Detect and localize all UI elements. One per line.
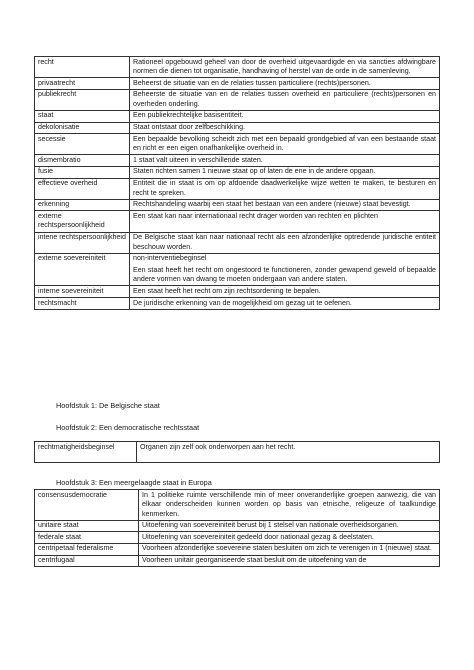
definition-cell: Rationeel opgebouwd geheel van door de overheid uitgevaardigde en via sancties afdwingbare normen die dienen tot organisatie, handhaving of herstel van de orde in de samenleving. <box>130 57 440 78</box>
table-row <box>35 532 440 544</box>
definition-subline: Een staat heeft het recht om ongestoord te functioneren, zonder gewapend geweld of bepaalde andere vormen van dwang te moeten ondergaan van andere staten. <box>133 265 436 284</box>
term-cell: interne soevereiniteit <box>35 286 130 298</box>
definition-cell: 1 staat valt uiteen in verschillende staten. <box>130 155 440 167</box>
table-row <box>35 232 440 253</box>
definition-cell: Staat ontstaat door zelfbeschikking. <box>130 122 440 134</box>
glossary-table-3 <box>34 489 440 567</box>
definition-cell: Een publiekrechtelijke basisentiteit. <box>130 110 440 122</box>
table-row <box>35 89 440 110</box>
term-cell: dekolonisatie <box>35 122 130 134</box>
definition-subline: non-interventiebeginsel <box>133 254 207 263</box>
table-row <box>35 253 440 286</box>
term-cell: centrifugaal <box>35 555 139 567</box>
term-cell: rechtmatigheidsbeginsel <box>35 442 137 463</box>
definition-cell: De juridische erkenning van de mogelijkheid om gezag uit te oefenen. <box>130 298 440 310</box>
table-row <box>35 57 440 78</box>
term-cell: externe soevereiniteit <box>35 253 130 286</box>
term-cell: intene rechtspersoonlijkheid <box>35 232 130 253</box>
term-cell: federale staat <box>35 532 139 544</box>
definition-cell: Staten richten samen 1 nieuwe staat op of laten de ene in de andere opgaan. <box>130 166 440 178</box>
table-row <box>35 122 440 134</box>
term-cell: rechtsmacht <box>35 298 130 310</box>
term-cell: privaatrecht <box>35 78 130 90</box>
definition-cell: Organen zijn zelf ook onderworpen aan het recht. <box>137 442 440 463</box>
table-row <box>35 199 440 211</box>
term-cell: secessie <box>35 134 130 155</box>
table-row <box>35 78 440 90</box>
table-row <box>35 134 440 155</box>
glossary-table-1 <box>34 56 440 310</box>
term-cell: externe rechtspersoonlijkheid <box>35 211 130 232</box>
definition-cell: De Belgische staat kan naar nationaal recht als een afzonderlijke optredende juridische entiteit beschouw worden. <box>130 232 440 253</box>
definition-cell: Entiteit die in staat is om op afdoende daadwerkelijke wijze wetten te maken, te besturen en recht te spreken. <box>130 178 440 199</box>
definition-cell: Beheerst de situatie van en de relaties tussen particuliere (rechts)personen. <box>130 78 440 90</box>
definition-cell: Voorheen unitair georganiseerde staat besluit om de uitoefening van de <box>139 555 440 567</box>
table-row <box>35 178 440 199</box>
chapter-heading: Hoofdstuk 3: Een meergelaagde staat in Europa <box>56 478 212 487</box>
term-cell: publiekrecht <box>35 89 130 110</box>
definition-cell: Uitoefening van soevereiniteit berust bij 1 stelsel van nationale overheidsorganen. <box>139 520 440 532</box>
definition-cell: Voorheen afzonderlijke soevereine staten besluiten om zich te verenigen in 1 (nieuwe) staat. <box>139 543 440 555</box>
table-row <box>35 298 440 310</box>
definition-cell: Een staat kan naar internationaal recht drager worden van rechten en plichten <box>130 211 440 232</box>
glossary-table-2 <box>34 441 440 463</box>
definition-cell: Uitoefening van soevereiniteit gedeeld door nationaal gezag & deelstaten. <box>139 532 440 544</box>
term-cell: consensusdemocratie <box>35 490 139 521</box>
table-row <box>35 490 440 521</box>
table-row <box>35 110 440 122</box>
term-cell: erkenning <box>35 199 130 211</box>
term-cell: staat <box>35 110 130 122</box>
definition-cell: Een staat heeft het recht om zijn rechtsordening te bepalen. <box>130 286 440 298</box>
term-cell: centripetaal federalisme <box>35 543 139 555</box>
table-row <box>35 520 440 532</box>
definition-cell: Een bepaalde bevolking scheidt zich met een bepaald grondgebied af van een bestaande staat en richt er een eigen onafhankelijke overheid in. <box>130 134 440 155</box>
term-cell: fusie <box>35 166 130 178</box>
term-cell: unitaire staat <box>35 520 139 532</box>
definition-cell <box>130 253 440 286</box>
table-row <box>35 286 440 298</box>
chapter-heading: Hoofdstuk 1: De Belgische staat <box>56 401 160 410</box>
table-row <box>35 555 440 567</box>
term-cell: recht <box>35 57 130 78</box>
definition-cell: Rechtshandeling waarbij een staat het bestaan van een andere (nieuwe) staat bevestigt. <box>130 199 440 211</box>
table-row <box>35 211 440 232</box>
table-row <box>35 155 440 167</box>
table-row <box>35 543 440 555</box>
table-row <box>35 442 440 463</box>
term-cell: effectieve overheid <box>35 178 130 199</box>
table-row <box>35 166 440 178</box>
term-cell: dismembratio <box>35 155 130 167</box>
definition-cell: In 1 politieke ruimte verschillende min of meer onveranderlijke groepen aanwezig, die van elkaar onderscheiden kunnen worden op basis van etnische, religeuze of taalkundige kenmerken. <box>139 490 440 521</box>
chapter-heading: Hoofdstuk 2: Een democratische rechtsstaat <box>56 423 200 432</box>
definition-cell: Beheerste de situatie van en de relaties tussen overheid en particuliere (rechts)personen en overheden onderling. <box>130 89 440 110</box>
